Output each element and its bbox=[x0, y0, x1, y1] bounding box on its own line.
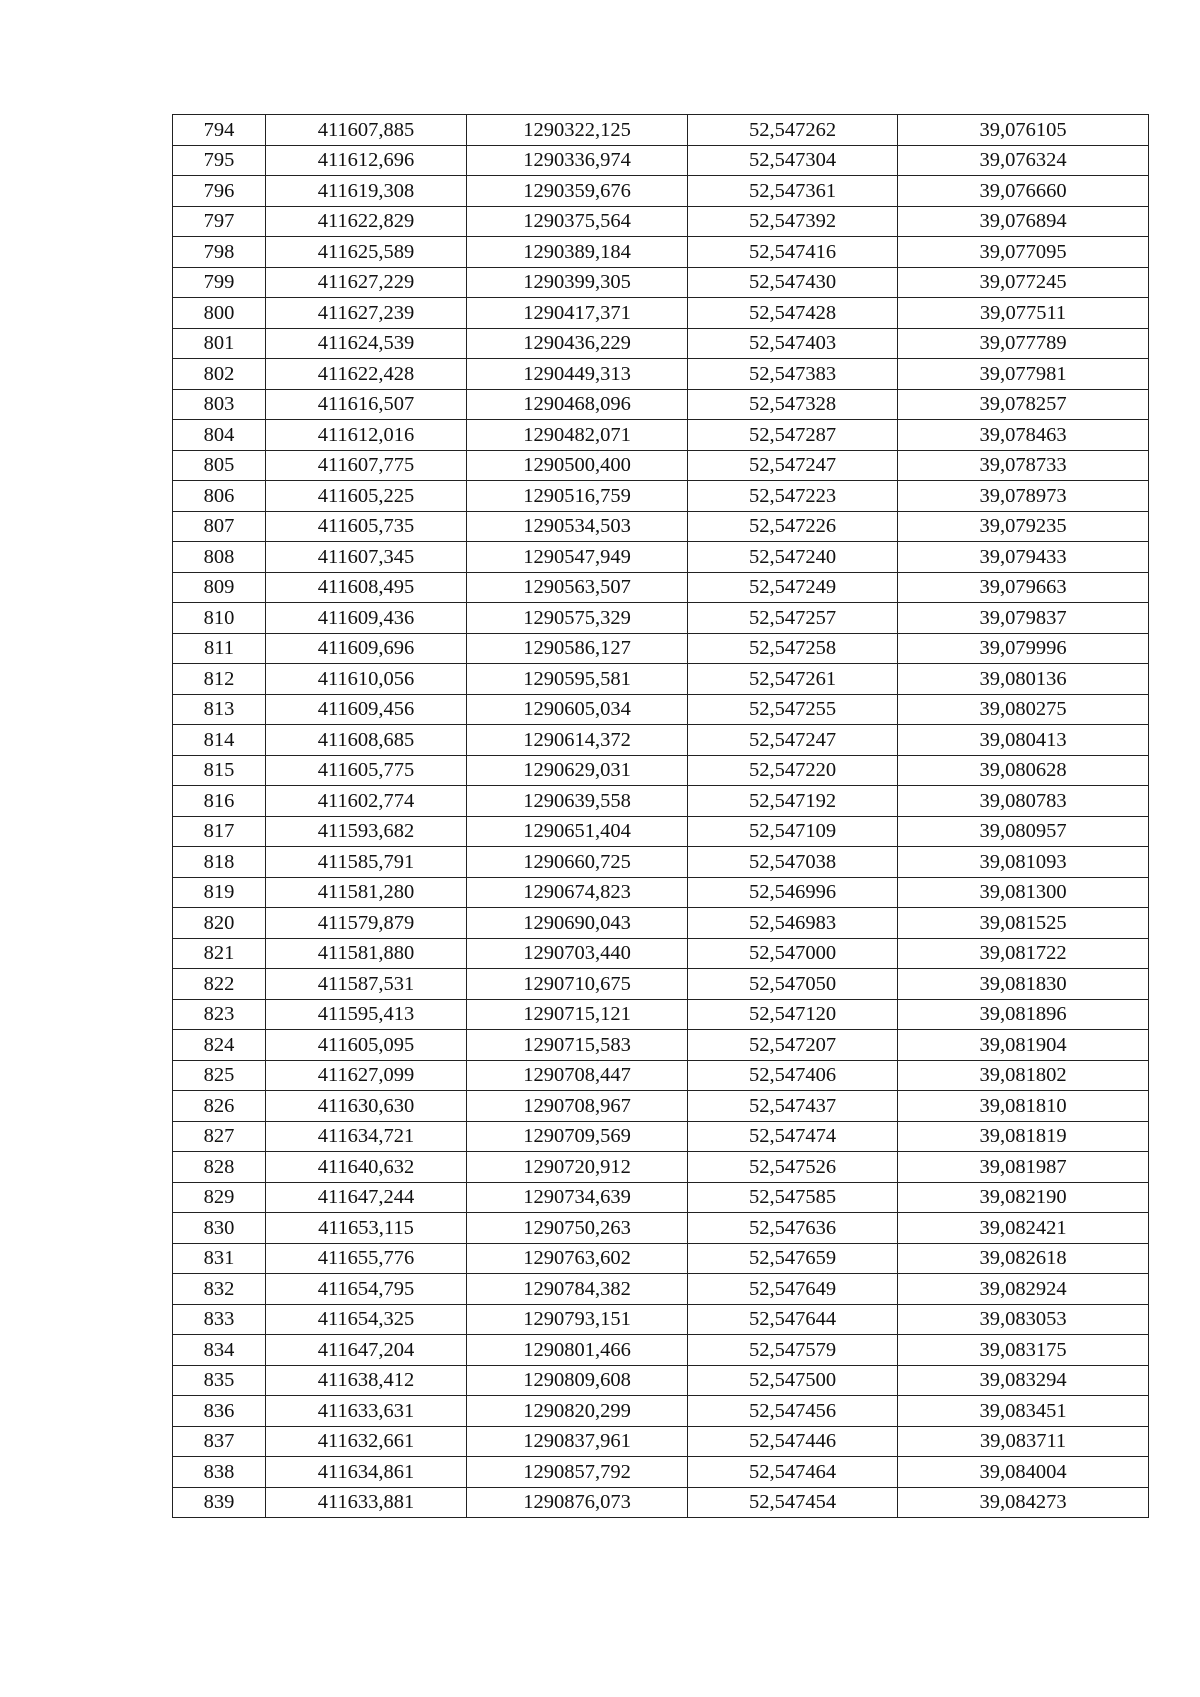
longitude-cell: 39,080413 bbox=[898, 725, 1149, 756]
table-row bbox=[173, 145, 1149, 176]
table-row bbox=[173, 450, 1149, 481]
x-coordinate-cell: 411634,861 bbox=[266, 1457, 467, 1488]
longitude-cell: 39,083711 bbox=[898, 1426, 1149, 1457]
y-coordinate-cell: 1290715,121 bbox=[467, 999, 688, 1030]
table-row bbox=[173, 420, 1149, 451]
table-row bbox=[173, 755, 1149, 786]
longitude-cell: 39,081802 bbox=[898, 1060, 1149, 1091]
longitude-cell: 39,081896 bbox=[898, 999, 1149, 1030]
x-coordinate-cell: 411634,721 bbox=[266, 1121, 467, 1152]
longitude-cell: 39,076660 bbox=[898, 176, 1149, 207]
table-row bbox=[173, 603, 1149, 634]
x-coordinate-cell: 411609,456 bbox=[266, 694, 467, 725]
y-coordinate-cell: 1290436,229 bbox=[467, 328, 688, 359]
latitude-cell: 52,547464 bbox=[688, 1457, 898, 1488]
y-coordinate-cell: 1290516,759 bbox=[467, 481, 688, 512]
point-number-cell: 836 bbox=[173, 1396, 266, 1427]
point-number-cell: 833 bbox=[173, 1304, 266, 1335]
point-number-cell: 812 bbox=[173, 664, 266, 695]
latitude-cell: 52,547428 bbox=[688, 298, 898, 329]
longitude-cell: 39,078733 bbox=[898, 450, 1149, 481]
longitude-cell: 39,080136 bbox=[898, 664, 1149, 695]
longitude-cell: 39,078463 bbox=[898, 420, 1149, 451]
x-coordinate-cell: 411632,661 bbox=[266, 1426, 467, 1457]
latitude-cell: 52,547328 bbox=[688, 389, 898, 420]
point-number-cell: 803 bbox=[173, 389, 266, 420]
y-coordinate-cell: 1290784,382 bbox=[467, 1274, 688, 1305]
y-coordinate-cell: 1290857,792 bbox=[467, 1457, 688, 1488]
latitude-cell: 52,547258 bbox=[688, 633, 898, 664]
y-coordinate-cell: 1290595,581 bbox=[467, 664, 688, 695]
longitude-cell: 39,083451 bbox=[898, 1396, 1149, 1427]
latitude-cell: 52,547240 bbox=[688, 542, 898, 573]
table-row bbox=[173, 1121, 1149, 1152]
point-number-cell: 802 bbox=[173, 359, 266, 390]
point-number-cell: 800 bbox=[173, 298, 266, 329]
latitude-cell: 52,547247 bbox=[688, 450, 898, 481]
point-number-cell: 826 bbox=[173, 1091, 266, 1122]
table-row bbox=[173, 1487, 1149, 1518]
point-number-cell: 817 bbox=[173, 816, 266, 847]
longitude-cell: 39,077245 bbox=[898, 267, 1149, 298]
y-coordinate-cell: 1290660,725 bbox=[467, 847, 688, 878]
y-coordinate-cell: 1290534,503 bbox=[467, 511, 688, 542]
longitude-cell: 39,081300 bbox=[898, 877, 1149, 908]
point-number-cell: 823 bbox=[173, 999, 266, 1030]
latitude-cell: 52,547361 bbox=[688, 176, 898, 207]
longitude-cell: 39,081987 bbox=[898, 1152, 1149, 1183]
x-coordinate-cell: 411602,774 bbox=[266, 786, 467, 817]
x-coordinate-cell: 411622,829 bbox=[266, 206, 467, 237]
x-coordinate-cell: 411608,685 bbox=[266, 725, 467, 756]
x-coordinate-cell: 411624,539 bbox=[266, 328, 467, 359]
x-coordinate-cell: 411605,095 bbox=[266, 1030, 467, 1061]
table-row bbox=[173, 572, 1149, 603]
x-coordinate-cell: 411630,630 bbox=[266, 1091, 467, 1122]
latitude-cell: 52,546983 bbox=[688, 908, 898, 939]
table-row bbox=[173, 1396, 1149, 1427]
x-coordinate-cell: 411655,776 bbox=[266, 1243, 467, 1274]
y-coordinate-cell: 1290837,961 bbox=[467, 1426, 688, 1457]
x-coordinate-cell: 411607,885 bbox=[266, 115, 467, 146]
longitude-cell: 39,079996 bbox=[898, 633, 1149, 664]
y-coordinate-cell: 1290389,184 bbox=[467, 237, 688, 268]
y-coordinate-cell: 1290375,564 bbox=[467, 206, 688, 237]
x-coordinate-cell: 411627,239 bbox=[266, 298, 467, 329]
table-row bbox=[173, 206, 1149, 237]
x-coordinate-cell: 411616,507 bbox=[266, 389, 467, 420]
y-coordinate-cell: 1290449,313 bbox=[467, 359, 688, 390]
point-number-cell: 799 bbox=[173, 267, 266, 298]
y-coordinate-cell: 1290690,043 bbox=[467, 908, 688, 939]
point-number-cell: 832 bbox=[173, 1274, 266, 1305]
x-coordinate-cell: 411593,682 bbox=[266, 816, 467, 847]
point-number-cell: 822 bbox=[173, 969, 266, 1000]
point-number-cell: 824 bbox=[173, 1030, 266, 1061]
latitude-cell: 52,547304 bbox=[688, 145, 898, 176]
latitude-cell: 52,547223 bbox=[688, 481, 898, 512]
longitude-cell: 39,077095 bbox=[898, 237, 1149, 268]
longitude-cell: 39,081904 bbox=[898, 1030, 1149, 1061]
latitude-cell: 52,547192 bbox=[688, 786, 898, 817]
table-row bbox=[173, 969, 1149, 1000]
x-coordinate-cell: 411654,325 bbox=[266, 1304, 467, 1335]
x-coordinate-cell: 411612,016 bbox=[266, 420, 467, 451]
table-row bbox=[173, 1243, 1149, 1274]
point-number-cell: 827 bbox=[173, 1121, 266, 1152]
x-coordinate-cell: 411627,229 bbox=[266, 267, 467, 298]
point-number-cell: 811 bbox=[173, 633, 266, 664]
table-row bbox=[173, 816, 1149, 847]
longitude-cell: 39,079235 bbox=[898, 511, 1149, 542]
coordinates-table bbox=[172, 114, 1149, 1518]
coordinates-table-body bbox=[173, 115, 1149, 1518]
latitude-cell: 52,547456 bbox=[688, 1396, 898, 1427]
x-coordinate-cell: 411633,631 bbox=[266, 1396, 467, 1427]
x-coordinate-cell: 411654,795 bbox=[266, 1274, 467, 1305]
table-row bbox=[173, 1457, 1149, 1488]
table-row bbox=[173, 664, 1149, 695]
point-number-cell: 797 bbox=[173, 206, 266, 237]
longitude-cell: 39,081093 bbox=[898, 847, 1149, 878]
table-row bbox=[173, 389, 1149, 420]
table-row bbox=[173, 1060, 1149, 1091]
point-number-cell: 835 bbox=[173, 1365, 266, 1396]
y-coordinate-cell: 1290708,967 bbox=[467, 1091, 688, 1122]
latitude-cell: 52,547287 bbox=[688, 420, 898, 451]
y-coordinate-cell: 1290720,912 bbox=[467, 1152, 688, 1183]
table-row bbox=[173, 725, 1149, 756]
point-number-cell: 808 bbox=[173, 542, 266, 573]
y-coordinate-cell: 1290563,507 bbox=[467, 572, 688, 603]
y-coordinate-cell: 1290820,299 bbox=[467, 1396, 688, 1427]
point-number-cell: 828 bbox=[173, 1152, 266, 1183]
y-coordinate-cell: 1290710,675 bbox=[467, 969, 688, 1000]
latitude-cell: 52,547636 bbox=[688, 1213, 898, 1244]
y-coordinate-cell: 1290614,372 bbox=[467, 725, 688, 756]
table-row bbox=[173, 1335, 1149, 1366]
x-coordinate-cell: 411607,775 bbox=[266, 450, 467, 481]
latitude-cell: 52,547261 bbox=[688, 664, 898, 695]
table-row bbox=[173, 1365, 1149, 1396]
y-coordinate-cell: 1290876,073 bbox=[467, 1487, 688, 1518]
table-row bbox=[173, 1030, 1149, 1061]
latitude-cell: 52,547120 bbox=[688, 999, 898, 1030]
longitude-cell: 39,081810 bbox=[898, 1091, 1149, 1122]
latitude-cell: 52,547659 bbox=[688, 1243, 898, 1274]
latitude-cell: 52,547207 bbox=[688, 1030, 898, 1061]
y-coordinate-cell: 1290629,031 bbox=[467, 755, 688, 786]
point-number-cell: 801 bbox=[173, 328, 266, 359]
latitude-cell: 52,546996 bbox=[688, 877, 898, 908]
point-number-cell: 816 bbox=[173, 786, 266, 817]
table-row bbox=[173, 1426, 1149, 1457]
point-number-cell: 815 bbox=[173, 755, 266, 786]
table-row bbox=[173, 1152, 1149, 1183]
table-row bbox=[173, 1213, 1149, 1244]
longitude-cell: 39,083294 bbox=[898, 1365, 1149, 1396]
y-coordinate-cell: 1290809,608 bbox=[467, 1365, 688, 1396]
y-coordinate-cell: 1290336,974 bbox=[467, 145, 688, 176]
table-row bbox=[173, 1274, 1149, 1305]
longitude-cell: 39,082190 bbox=[898, 1182, 1149, 1213]
point-number-cell: 825 bbox=[173, 1060, 266, 1091]
point-number-cell: 807 bbox=[173, 511, 266, 542]
latitude-cell: 52,547585 bbox=[688, 1182, 898, 1213]
point-number-cell: 795 bbox=[173, 145, 266, 176]
longitude-cell: 39,081830 bbox=[898, 969, 1149, 1000]
latitude-cell: 52,547403 bbox=[688, 328, 898, 359]
longitude-cell: 39,079837 bbox=[898, 603, 1149, 634]
longitude-cell: 39,078257 bbox=[898, 389, 1149, 420]
longitude-cell: 39,079663 bbox=[898, 572, 1149, 603]
point-number-cell: 796 bbox=[173, 176, 266, 207]
longitude-cell: 39,081819 bbox=[898, 1121, 1149, 1152]
longitude-cell: 39,084004 bbox=[898, 1457, 1149, 1488]
table-row bbox=[173, 328, 1149, 359]
x-coordinate-cell: 411633,881 bbox=[266, 1487, 467, 1518]
x-coordinate-cell: 411581,880 bbox=[266, 938, 467, 969]
latitude-cell: 52,547109 bbox=[688, 816, 898, 847]
x-coordinate-cell: 411647,244 bbox=[266, 1182, 467, 1213]
y-coordinate-cell: 1290605,034 bbox=[467, 694, 688, 725]
x-coordinate-cell: 411605,225 bbox=[266, 481, 467, 512]
y-coordinate-cell: 1290651,404 bbox=[467, 816, 688, 847]
point-number-cell: 805 bbox=[173, 450, 266, 481]
table-row bbox=[173, 847, 1149, 878]
longitude-cell: 39,080628 bbox=[898, 755, 1149, 786]
point-number-cell: 838 bbox=[173, 1457, 266, 1488]
x-coordinate-cell: 411609,696 bbox=[266, 633, 467, 664]
longitude-cell: 39,076894 bbox=[898, 206, 1149, 237]
latitude-cell: 52,547416 bbox=[688, 237, 898, 268]
latitude-cell: 52,547437 bbox=[688, 1091, 898, 1122]
longitude-cell: 39,083175 bbox=[898, 1335, 1149, 1366]
point-number-cell: 820 bbox=[173, 908, 266, 939]
longitude-cell: 39,076105 bbox=[898, 115, 1149, 146]
point-number-cell: 819 bbox=[173, 877, 266, 908]
longitude-cell: 39,082924 bbox=[898, 1274, 1149, 1305]
x-coordinate-cell: 411608,495 bbox=[266, 572, 467, 603]
table-row bbox=[173, 938, 1149, 969]
latitude-cell: 52,547249 bbox=[688, 572, 898, 603]
y-coordinate-cell: 1290709,569 bbox=[467, 1121, 688, 1152]
longitude-cell: 39,080783 bbox=[898, 786, 1149, 817]
table-row bbox=[173, 633, 1149, 664]
point-number-cell: 839 bbox=[173, 1487, 266, 1518]
x-coordinate-cell: 411638,412 bbox=[266, 1365, 467, 1396]
point-number-cell: 829 bbox=[173, 1182, 266, 1213]
latitude-cell: 52,547247 bbox=[688, 725, 898, 756]
x-coordinate-cell: 411619,308 bbox=[266, 176, 467, 207]
x-coordinate-cell: 411585,791 bbox=[266, 847, 467, 878]
point-number-cell: 798 bbox=[173, 237, 266, 268]
y-coordinate-cell: 1290715,583 bbox=[467, 1030, 688, 1061]
latitude-cell: 52,547226 bbox=[688, 511, 898, 542]
y-coordinate-cell: 1290586,127 bbox=[467, 633, 688, 664]
y-coordinate-cell: 1290547,949 bbox=[467, 542, 688, 573]
x-coordinate-cell: 411647,204 bbox=[266, 1335, 467, 1366]
x-coordinate-cell: 411605,775 bbox=[266, 755, 467, 786]
y-coordinate-cell: 1290500,400 bbox=[467, 450, 688, 481]
latitude-cell: 52,547406 bbox=[688, 1060, 898, 1091]
y-coordinate-cell: 1290674,823 bbox=[467, 877, 688, 908]
table-row bbox=[173, 1304, 1149, 1335]
point-number-cell: 821 bbox=[173, 938, 266, 969]
point-number-cell: 818 bbox=[173, 847, 266, 878]
table-row bbox=[173, 481, 1149, 512]
latitude-cell: 52,547644 bbox=[688, 1304, 898, 1335]
latitude-cell: 52,547050 bbox=[688, 969, 898, 1000]
longitude-cell: 39,082618 bbox=[898, 1243, 1149, 1274]
latitude-cell: 52,547257 bbox=[688, 603, 898, 634]
table-row bbox=[173, 298, 1149, 329]
y-coordinate-cell: 1290482,071 bbox=[467, 420, 688, 451]
point-number-cell: 813 bbox=[173, 694, 266, 725]
x-coordinate-cell: 411627,099 bbox=[266, 1060, 467, 1091]
y-coordinate-cell: 1290399,305 bbox=[467, 267, 688, 298]
longitude-cell: 39,081722 bbox=[898, 938, 1149, 969]
x-coordinate-cell: 411640,632 bbox=[266, 1152, 467, 1183]
table-row bbox=[173, 786, 1149, 817]
point-number-cell: 804 bbox=[173, 420, 266, 451]
longitude-cell: 39,079433 bbox=[898, 542, 1149, 573]
latitude-cell: 52,547579 bbox=[688, 1335, 898, 1366]
y-coordinate-cell: 1290468,096 bbox=[467, 389, 688, 420]
y-coordinate-cell: 1290417,371 bbox=[467, 298, 688, 329]
latitude-cell: 52,547038 bbox=[688, 847, 898, 878]
longitude-cell: 39,077789 bbox=[898, 328, 1149, 359]
y-coordinate-cell: 1290801,466 bbox=[467, 1335, 688, 1366]
latitude-cell: 52,547220 bbox=[688, 755, 898, 786]
y-coordinate-cell: 1290763,602 bbox=[467, 1243, 688, 1274]
table-row bbox=[173, 694, 1149, 725]
latitude-cell: 52,547262 bbox=[688, 115, 898, 146]
latitude-cell: 52,547454 bbox=[688, 1487, 898, 1518]
y-coordinate-cell: 1290750,263 bbox=[467, 1213, 688, 1244]
y-coordinate-cell: 1290793,151 bbox=[467, 1304, 688, 1335]
latitude-cell: 52,547000 bbox=[688, 938, 898, 969]
point-number-cell: 814 bbox=[173, 725, 266, 756]
longitude-cell: 39,080275 bbox=[898, 694, 1149, 725]
longitude-cell: 39,084273 bbox=[898, 1487, 1149, 1518]
x-coordinate-cell: 411587,531 bbox=[266, 969, 467, 1000]
y-coordinate-cell: 1290639,558 bbox=[467, 786, 688, 817]
longitude-cell: 39,077511 bbox=[898, 298, 1149, 329]
y-coordinate-cell: 1290734,639 bbox=[467, 1182, 688, 1213]
point-number-cell: 806 bbox=[173, 481, 266, 512]
table-row bbox=[173, 176, 1149, 207]
x-coordinate-cell: 411609,436 bbox=[266, 603, 467, 634]
latitude-cell: 52,547392 bbox=[688, 206, 898, 237]
point-number-cell: 834 bbox=[173, 1335, 266, 1366]
table-row bbox=[173, 908, 1149, 939]
table-row bbox=[173, 267, 1149, 298]
longitude-cell: 39,077981 bbox=[898, 359, 1149, 390]
table-row bbox=[173, 359, 1149, 390]
latitude-cell: 52,547474 bbox=[688, 1121, 898, 1152]
table-row bbox=[173, 1091, 1149, 1122]
y-coordinate-cell: 1290322,125 bbox=[467, 115, 688, 146]
point-number-cell: 809 bbox=[173, 572, 266, 603]
x-coordinate-cell: 411579,879 bbox=[266, 908, 467, 939]
latitude-cell: 52,547430 bbox=[688, 267, 898, 298]
y-coordinate-cell: 1290703,440 bbox=[467, 938, 688, 969]
y-coordinate-cell: 1290359,676 bbox=[467, 176, 688, 207]
x-coordinate-cell: 411625,589 bbox=[266, 237, 467, 268]
table-row bbox=[173, 115, 1149, 146]
x-coordinate-cell: 411595,413 bbox=[266, 999, 467, 1030]
longitude-cell: 39,076324 bbox=[898, 145, 1149, 176]
longitude-cell: 39,083053 bbox=[898, 1304, 1149, 1335]
x-coordinate-cell: 411581,280 bbox=[266, 877, 467, 908]
y-coordinate-cell: 1290708,447 bbox=[467, 1060, 688, 1091]
table-row bbox=[173, 237, 1149, 268]
table-row bbox=[173, 511, 1149, 542]
point-number-cell: 810 bbox=[173, 603, 266, 634]
point-number-cell: 837 bbox=[173, 1426, 266, 1457]
table-row bbox=[173, 1182, 1149, 1213]
latitude-cell: 52,547255 bbox=[688, 694, 898, 725]
latitude-cell: 52,547383 bbox=[688, 359, 898, 390]
point-number-cell: 831 bbox=[173, 1243, 266, 1274]
table-row bbox=[173, 999, 1149, 1030]
latitude-cell: 52,547500 bbox=[688, 1365, 898, 1396]
latitude-cell: 52,547446 bbox=[688, 1426, 898, 1457]
longitude-cell: 39,078973 bbox=[898, 481, 1149, 512]
x-coordinate-cell: 411605,735 bbox=[266, 511, 467, 542]
table-row bbox=[173, 542, 1149, 573]
point-number-cell: 794 bbox=[173, 115, 266, 146]
y-coordinate-cell: 1290575,329 bbox=[467, 603, 688, 634]
x-coordinate-cell: 411612,696 bbox=[266, 145, 467, 176]
x-coordinate-cell: 411607,345 bbox=[266, 542, 467, 573]
point-number-cell: 830 bbox=[173, 1213, 266, 1244]
longitude-cell: 39,081525 bbox=[898, 908, 1149, 939]
x-coordinate-cell: 411653,115 bbox=[266, 1213, 467, 1244]
x-coordinate-cell: 411610,056 bbox=[266, 664, 467, 695]
longitude-cell: 39,080957 bbox=[898, 816, 1149, 847]
latitude-cell: 52,547649 bbox=[688, 1274, 898, 1305]
table-row bbox=[173, 877, 1149, 908]
longitude-cell: 39,082421 bbox=[898, 1213, 1149, 1244]
latitude-cell: 52,547526 bbox=[688, 1152, 898, 1183]
x-coordinate-cell: 411622,428 bbox=[266, 359, 467, 390]
